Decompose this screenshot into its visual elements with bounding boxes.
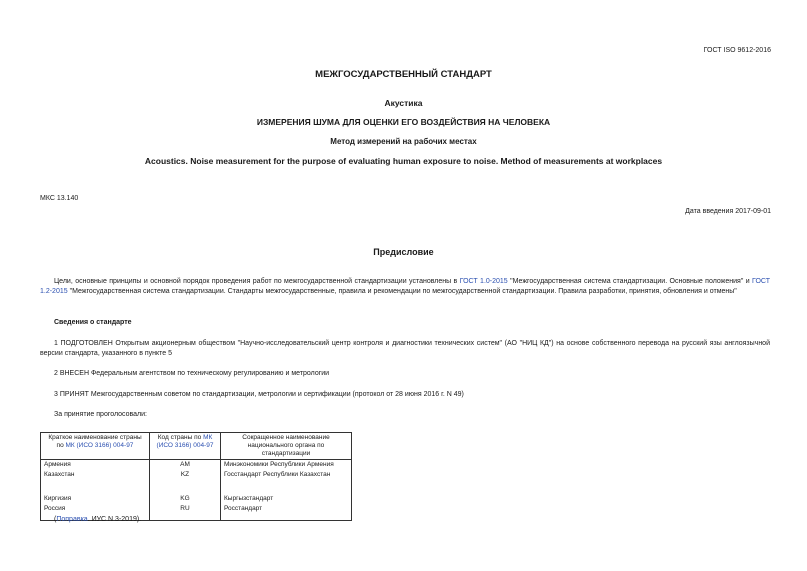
amendment-text: . ИУС N 3-2019).: [87, 516, 142, 523]
preface-paragraph: [40, 277, 770, 297]
cell-country: Армения: [41, 460, 150, 471]
doc-title: ИЗМЕРЕНИЯ ШУМА ДЛЯ ОЦЕНКИ ЕГО ВОЗДЕЙСТВИЯ НА ЧЕЛОВЕКА: [256, 117, 551, 127]
cell-body: [221, 480, 352, 494]
item-submitted: 2 ВНЕСЕН Федеральным агентством по техническому регулированию и метрологии: [54, 370, 330, 377]
amendment-link[interactable]: Поправка: [56, 516, 88, 523]
mk-iso-3166-link[interactable]: МК (ИСО 3166) 004-97: [156, 434, 214, 449]
table-row: [41, 460, 352, 471]
cell-country: Россия: [41, 504, 150, 520]
cell-body: Росстандарт: [221, 504, 352, 520]
cell-country: Казахстан: [41, 470, 150, 480]
amendment-note: [54, 516, 141, 523]
table-header-row: [41, 433, 352, 460]
preface-title: Предисловие: [373, 247, 434, 257]
cell-body: Минэкономики Республики Армения: [221, 460, 352, 471]
gost-1-2-link[interactable]: ГОСТ 1.2-2015: [40, 278, 770, 295]
cell-country: Киргизия: [41, 494, 150, 504]
header-country: [41, 433, 150, 460]
cell-code: AM: [150, 460, 221, 471]
cell-code: KG: [150, 494, 221, 504]
table-row: [41, 480, 352, 494]
header-code-text: Код страны по: [157, 434, 204, 441]
cell-body: Кыргызстандарт: [221, 494, 352, 504]
standard-info-title: Сведения о стандарте: [54, 319, 132, 326]
standard-code: ГОСТ ISO 9612-2016: [703, 47, 771, 54]
item-adopted: 3 ПРИНЯТ Межгосударственным советом по стандартизации, метрологии и сертификации (протокол от 28 июня 2016 г. N 49): [54, 391, 464, 398]
introduction-date: Дата введения 2017-09-01: [685, 208, 771, 215]
cell-country: [41, 480, 150, 494]
header-body: Сокращенное наименование национального органа по стандартизации: [221, 433, 352, 460]
amendment-paren: (: [54, 516, 57, 523]
cell-code: RU: [150, 504, 221, 520]
preface-text-1: Цели, основные принципы и основной порядок проведения работ по межгосударственной стандартизации установлены в: [54, 278, 460, 285]
voting-table: [40, 432, 352, 521]
item-prepared: 1 ПОДГОТОВЛЕН Открытым акционерным обществом "Научно-исследовательский центр контроля и диагностики технических систем" (АО "НИЦ КД") на основе собственного перевода на русский язы англоязычной версии стандарта, указанного в пункте 5: [40, 340, 770, 357]
gost-1-0-link[interactable]: ГОСТ 1.0-2015: [459, 278, 508, 285]
preface-text-2: "Межгосударственная система стандартизации. Основные положения" и: [507, 278, 753, 285]
doc-method: Метод измерений на рабочих местах: [330, 137, 477, 146]
header-code: [150, 433, 221, 460]
header-country-text: Краткое наименование страны по: [48, 434, 142, 449]
doc-heading: МЕЖГОСУДАРСТВЕННЫЙ СТАНДАРТ: [315, 69, 492, 80]
cell-code: KZ: [150, 470, 221, 480]
cell-body: Госстандарт Республики Казахстан: [221, 470, 352, 480]
mk-iso-3166-link[interactable]: МК (ИСО 3166) 004-97: [65, 442, 134, 449]
table-row: [41, 494, 352, 504]
table-row: [41, 470, 352, 480]
doc-title-en: Acoustics. Noise measurement for the purpose of evaluating human exposure to noise. Method of measurements at workplaces: [144, 156, 663, 166]
mks-code: МКС 13.140: [40, 195, 79, 202]
preface-text-3: "Межгосударственная система стандартизации. Стандарты межгосударственные, правила и рекомендации по межгосударственной стандартизации. Правила разработки, принятия, обновления и отмены": [67, 288, 737, 295]
cell-code: [150, 480, 221, 494]
voted-label: За принятие проголосовали:: [54, 411, 147, 418]
doc-subject: Акустика: [384, 98, 423, 108]
